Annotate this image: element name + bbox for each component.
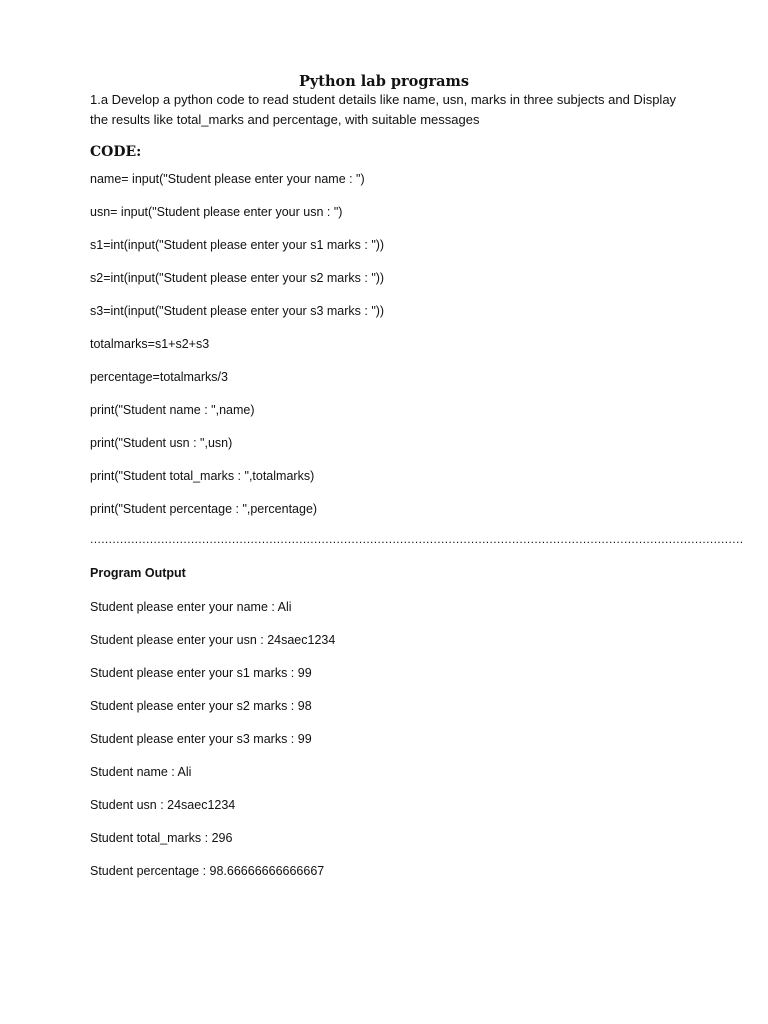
code-line: s1=int(input("Student please enter your s1 marks : ")) <box>90 238 385 252</box>
code-line: totalmarks=s1+s2+s3 <box>90 337 210 351</box>
document-title: Python lab programs <box>298 73 470 90</box>
output-line: Student total_marks : 296 <box>90 831 233 845</box>
output-heading: Program Output <box>90 566 186 580</box>
code-line: print("Student percentage : ",percentage) <box>90 502 318 516</box>
output-line: Student please enter your name : Ali <box>90 600 292 614</box>
code-line: s3=int(input("Student please enter your s3 marks : ")) <box>90 304 385 318</box>
output-line: Student please enter your s2 marks : 98 <box>90 699 312 713</box>
question-text: 1.a Develop a python code to read student details like name, usn, marks in three subjects and Display the results like total_marks and percentage, with suitable messages <box>90 92 677 127</box>
output-line: Student please enter your s3 marks : 99 <box>90 732 312 746</box>
code-heading: CODE: <box>90 144 142 160</box>
dotted-divider: ............................................................................................................................................................................... <box>90 532 744 546</box>
output-line: Student percentage : 98.66666666666667 <box>90 864 325 878</box>
code-line: name= input("Student please enter your name : ") <box>90 172 365 186</box>
code-line: usn= input("Student please enter your usn : ") <box>90 205 343 219</box>
output-line: Student name : Ali <box>90 765 192 779</box>
code-line: print("Student name : ",name) <box>90 403 255 417</box>
code-line: percentage=totalmarks/3 <box>90 370 228 384</box>
output-line: Student please enter your s1 marks : 99 <box>90 666 312 680</box>
code-line: s2=int(input("Student please enter your s2 marks : ")) <box>90 271 385 285</box>
code-line: print("Student usn : ",usn) <box>90 436 233 450</box>
code-line: print("Student total_marks : ",totalmarks) <box>90 469 315 483</box>
output-line: Student usn : 24saec1234 <box>90 798 236 812</box>
output-line: Student please enter your usn : 24saec1234 <box>90 633 336 647</box>
